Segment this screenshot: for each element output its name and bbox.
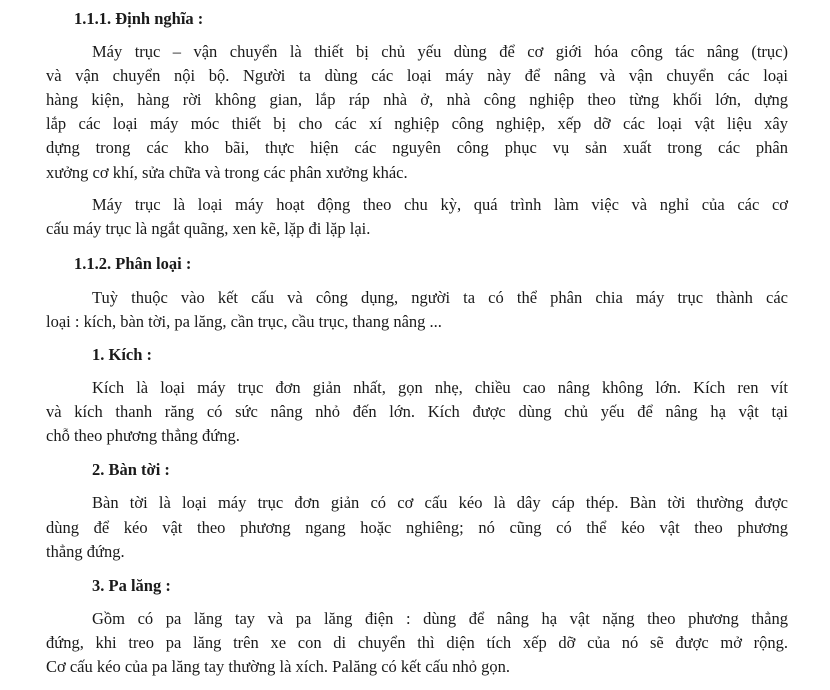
paragraph-line: lắp các loại máy móc thiết bị cho các xí nghiệp công nghiệp, xếp dỡ các loại vật liệu xây — [46, 114, 788, 133]
paragraph-line: xưởng cơ khí, sửa chữa và trong các phân xưởng khác. — [46, 163, 408, 182]
paragraph-line: Tuỳ thuộc vào kết cấu và công dụng, người ta có thể phân chia máy trục thành các — [92, 288, 788, 307]
subsection-heading-pa-lang: 3. Pa lăng : — [92, 576, 171, 595]
paragraph-line: dùng để kéo vật theo phương ngang hoặc nghiêng; nó cũng có thể kéo vật theo phương — [46, 518, 788, 537]
paragraph-line: loại : kích, bàn tời, pa lăng, cần trục, cầu trục, thang nâng ... — [46, 312, 442, 331]
paragraph-line: Máy trục – vận chuyển là thiết bị chủ yếu dùng để cơ giới hóa công tác nâng (trục) — [92, 42, 788, 61]
paragraph-line: Máy trục là loại máy hoạt động theo chu kỳ, quá trình làm việc và nghỉ của các cơ — [92, 195, 788, 214]
section-heading-dinh-nghia: 1.1.1. Định nghĩa : — [74, 9, 204, 28]
paragraph-line: và kích thanh răng có sức nâng nhỏ đến lớn. Kích được dùng chủ yếu để nâng hạ vật tại — [46, 402, 788, 421]
subsection-heading-ban-toi: 2. Bàn tời : — [92, 460, 170, 479]
paragraph-line: chỗ theo phương thẳng đứng. — [46, 426, 240, 445]
paragraph-line: dựng trong các kho bãi, thực hiện các nguyên công phục vụ sản xuất trong các phân — [46, 138, 788, 157]
section-heading-phan-loai: 1.1.2. Phân loại : — [74, 254, 192, 273]
paragraph-line: Kích là loại máy trục đơn giản nhất, gọn nhẹ, chiều cao nâng không lớn. Kích ren vít — [92, 378, 788, 397]
paragraph-line: cấu máy trục là ngắt quãng, xen kẽ, lặp đi lặp lại. — [46, 219, 371, 238]
paragraph-line: thẳng đứng. — [46, 542, 125, 561]
paragraph-line: đứng, khi treo pa lăng trên xe con di chuyển thì diện tích xếp dỡ của nó sẽ được mở rộng. — [46, 633, 788, 652]
subsection-heading-kich: 1. Kích : — [92, 345, 153, 364]
paragraph-line: Cơ cấu kéo của pa lăng tay thường là xích. Palăng có kết cấu nhỏ gọn. — [46, 657, 510, 676]
paragraph-line: và vận chuyển nội bộ. Người ta dùng các loại máy này để nâng và vận chuyển các loại — [46, 66, 788, 85]
paragraph-line: Bàn tời là loại máy trục đơn giản có cơ cấu kéo là dây cáp thép. Bàn tời thường được — [92, 493, 788, 512]
paragraph-line: hàng kiện, hàng rời không gian, lắp ráp nhà ở, nhà công nghiệp theo từng khối lớn, dựng — [46, 90, 788, 109]
paragraph-line: Gồm có pa lăng tay và pa lăng điện : dùng để nâng hạ vật nặng theo phương thẳng — [92, 609, 788, 628]
